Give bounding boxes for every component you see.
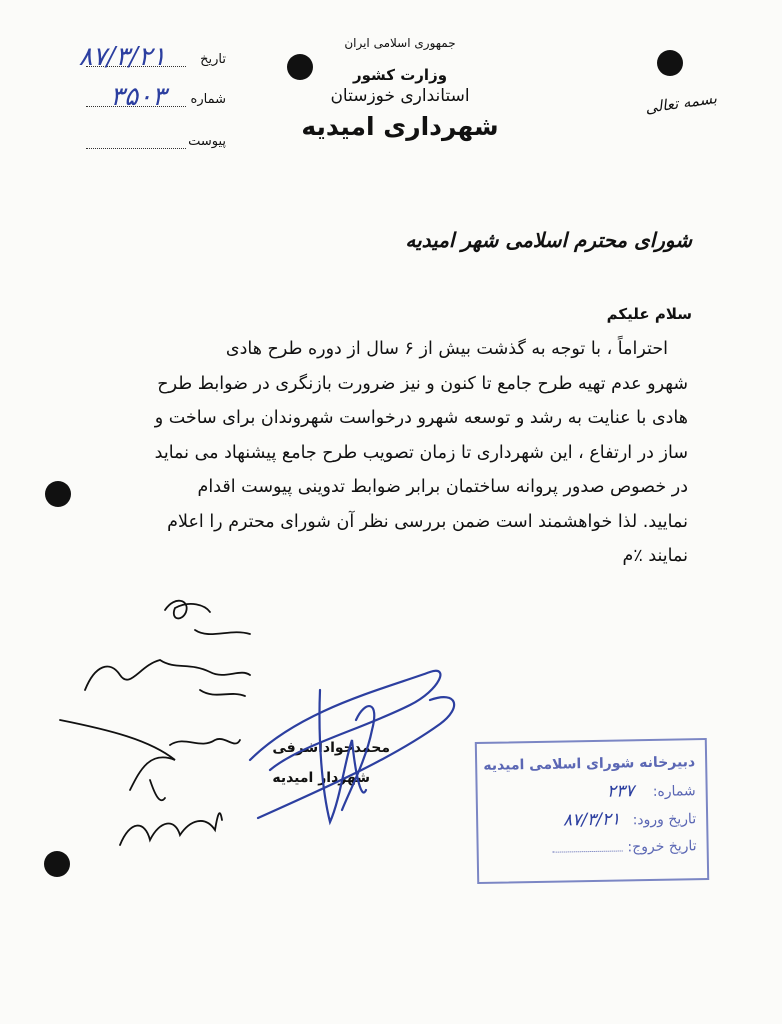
attachment-label: پیوست (188, 134, 226, 149)
dotted-line (553, 850, 623, 852)
stamp-exit-label: تاریخ خروج: (627, 838, 697, 856)
black-marginal-notes (60, 601, 250, 845)
stamp-number-label: شماره: (652, 783, 696, 800)
stamp-exit-row (488, 832, 696, 864)
number-value: ۳۵۰۳ (110, 82, 166, 112)
body-line: ساز در ارتفاع ، این شهرداری تا زمان تصویب طرح جامع پیشنهاد می نماید (154, 442, 688, 463)
body-line: شهرو عدم تهیه طرح جامع تا کنون و نیز ضرورت بازنگری در ضوابط طرح (157, 373, 688, 394)
stamp-title: دبیرخانه شورای اسلامی امیدیه (483, 754, 696, 774)
body-line: در خصوص صدور پروانه ساختمان برابر ضوابط تدوینی پیوست اقدام (197, 477, 688, 497)
recipient: شورای محترم اسلامی شهر امیدیه (405, 228, 692, 252)
body-line: احتراماً ، با توجه به گذشت بیش از ۶ سال از دوره طرح هادی (225, 339, 668, 359)
stamp-entry-value: ۸۷/۳/۲۱ (562, 809, 621, 831)
letterhead-ministry: وزارت کشور (352, 66, 448, 84)
greeting: سلام علیکم (606, 305, 692, 323)
stamp-number-value: ۲۳۷ (606, 781, 635, 802)
signer-title: شهردار امیدیه (272, 770, 370, 786)
number-label: شماره (190, 92, 226, 107)
body-line: هادی با عنایت به رشد و توسعه شهرو درخواست شهروندان برای ساخت و (154, 408, 688, 428)
letterhead-province: استانداری خوزستان (330, 86, 470, 106)
secretariat-stamp (475, 738, 709, 884)
stamp-number-row (487, 776, 695, 808)
letterhead-municipality: شهرداری امیدیه (301, 112, 499, 141)
letterhead-country: جمهوری اسلامی ایران (344, 36, 456, 50)
body-line: نمایند ٪م (622, 546, 688, 566)
date-value: ۸۷/۳/۲۱ (78, 42, 166, 72)
stamp-entry-label: تاریخ ورود: (632, 811, 697, 829)
basmala: بسمه تعالی (644, 89, 718, 117)
body-line: نمایید. لذا خواهشمند است ضمن بررسی نظر آن شورای محترم را اعلام (167, 511, 688, 532)
signer-name: محمدجواداشرفی (272, 740, 390, 756)
date-label: تاریخ (200, 52, 226, 67)
stamp-entry-row (488, 804, 696, 836)
blue-signature (250, 671, 454, 822)
